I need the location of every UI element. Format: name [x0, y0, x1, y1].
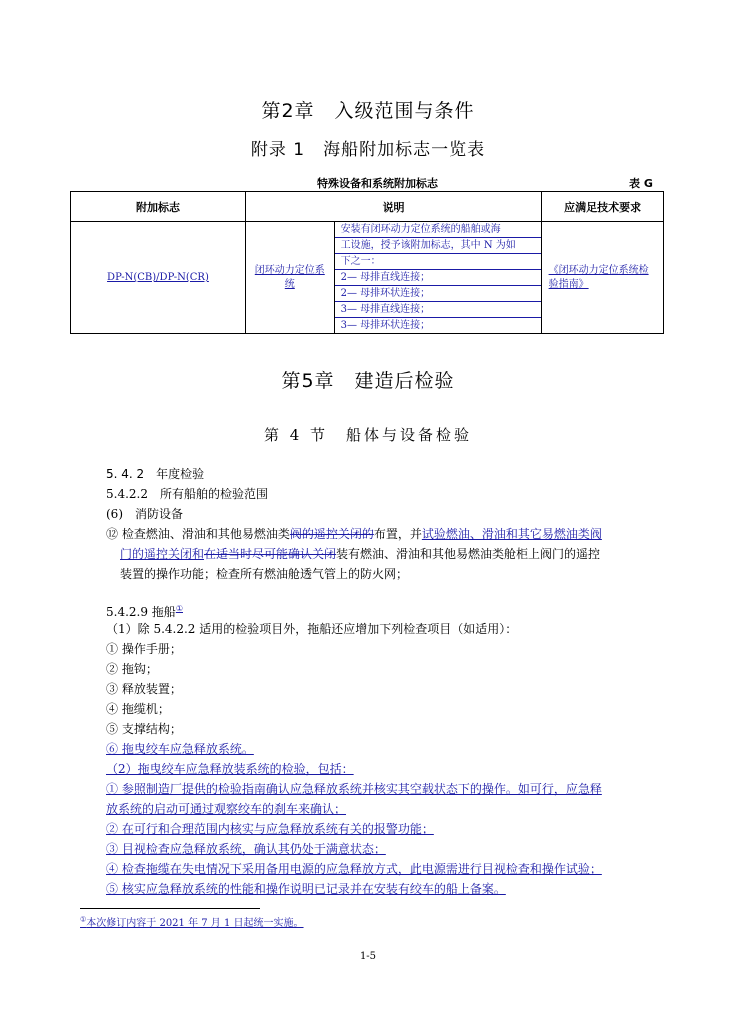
chapter-5-title: 第5章 建造后检验: [281, 370, 455, 392]
footnote-ref[interactable]: ①: [175, 604, 183, 613]
description-cell: [334, 222, 542, 334]
table-caption: 特殊设备和系统附加标志: [317, 177, 438, 190]
notation-text: DP-N(CB)/DP-N(CR): [107, 272, 209, 283]
desc-line: 下之一：: [335, 254, 542, 270]
footnote-mark: ①: [80, 915, 87, 924]
requirement-cell: [542, 222, 664, 334]
inserted-list-item: 放系统的启动可通过观察绞车的刹车来确认；: [106, 802, 347, 816]
section-4-title: 第 4 节 船体与设备检验: [263, 426, 473, 444]
desc-line: 2— 母排环状连接；: [335, 286, 542, 302]
list-item: ③ 释放装置；: [106, 682, 182, 696]
inserted-list-item: ④ 检查拖缆在失电情况下采用备用电源的应急释放方式，此电源需进行目视检查和操作试验；: [106, 862, 602, 876]
inserted-list-item: ① 参照制造厂提供的检验指南确认应急释放系统并核实其空载状态下的操作。如可行，应急释: [106, 782, 602, 796]
item-12-text-a: ⑫ 检查燃油、滑油和其他易燃油类: [106, 527, 290, 541]
desc-line: 3— 母排直线连接；: [335, 302, 542, 318]
system-text: 闭环动力定位系统: [254, 264, 325, 290]
table-header-row: [71, 192, 664, 222]
paragraph-1: （1）除 5.4.2.2 适用的检验项目外，拖船还应增加下列检查项目（如适用）：: [106, 622, 518, 636]
item-12-text-b: 布置，并: [373, 527, 422, 541]
footnote-divider: [80, 908, 260, 909]
tug-heading-text: 5.4.2.9 拖船: [106, 605, 176, 619]
system-cell: [245, 222, 334, 334]
table-row: [71, 222, 664, 334]
inserted-list-item: ② 在可行和合理范围内核实与应急释放系统有关的报警功能；: [106, 822, 434, 836]
chapter-2-title: 第2章 入级范围与条件: [261, 100, 475, 122]
notation-cell: [71, 222, 246, 334]
header-requirement: 应满足技术要求: [542, 192, 664, 222]
inserted-text-1: 试验燃油、滑油和其它易燃油类阀: [421, 527, 602, 541]
item-12-line3: 装置的操作功能；检查所有燃油舱透气管上的防火网；: [120, 567, 409, 581]
inserted-list-item: ⑤ 核实应急释放系统的性能和操作说明已记录并在安装有绞车的船上备案。: [106, 882, 506, 896]
header-description: 说明: [245, 192, 541, 222]
list-item: ② 拖钩；: [106, 662, 158, 676]
desc-line: 3— 母排环状连接；: [340, 320, 431, 331]
footnote-text: 本次修订内容于 2021 年 7 月 1 日起统一实施。: [86, 918, 304, 929]
inserted-text-2: 门的遥控关闭和: [120, 547, 205, 561]
desc-line: 安装有闭环动力定位系统的船舶或海: [335, 222, 542, 238]
list-item: ① 操作手册；: [106, 642, 182, 656]
heading-5-4-2: 5. 4. 2 年度检验: [106, 467, 205, 481]
item-12-line2: [120, 544, 600, 564]
table-g: [70, 191, 664, 334]
desc-line: 2— 母排直线连接；: [335, 270, 542, 286]
footnote: [80, 914, 304, 929]
item-12-text-c: 装有燃油、滑油和其他易燃油类舱柜上阀门的遥控: [336, 547, 601, 561]
heading-5-4-2-2: 5.4.2.2 所有船舶的检验范围: [106, 487, 268, 501]
item-12-line1: [106, 524, 602, 544]
header-notation: 附加标志: [71, 192, 246, 222]
inserted-paragraph-2: （2）拖曳绞车应急释放装系统的检验，包括：: [106, 762, 354, 776]
table-label: 表 G: [629, 177, 653, 190]
deleted-text-1: 阀的遥控关闭的: [289, 527, 374, 541]
desc-line: 工设施，授予该附加标志，其中 N 为如: [335, 238, 542, 254]
inserted-item-6: ⑥ 拖曳绞车应急释放系统。: [106, 742, 254, 756]
list-item: ⑤ 支撑结构；: [106, 722, 182, 736]
requirement-text: 《闭环动力定位系统检验指南》: [548, 264, 649, 290]
deleted-text-2: 在适当时尽可能确认关闭: [204, 547, 337, 561]
page-number: 1-5: [359, 951, 377, 962]
list-item: ④ 拖缆机；: [106, 702, 170, 716]
item-6: (6) 消防设备: [106, 507, 183, 521]
inserted-list-item: ③ 目视检查应急释放系统，确认其仍处于满意状态；: [106, 842, 386, 856]
appendix-1-title: 附录 1 海船附加标志一览表: [250, 140, 486, 160]
